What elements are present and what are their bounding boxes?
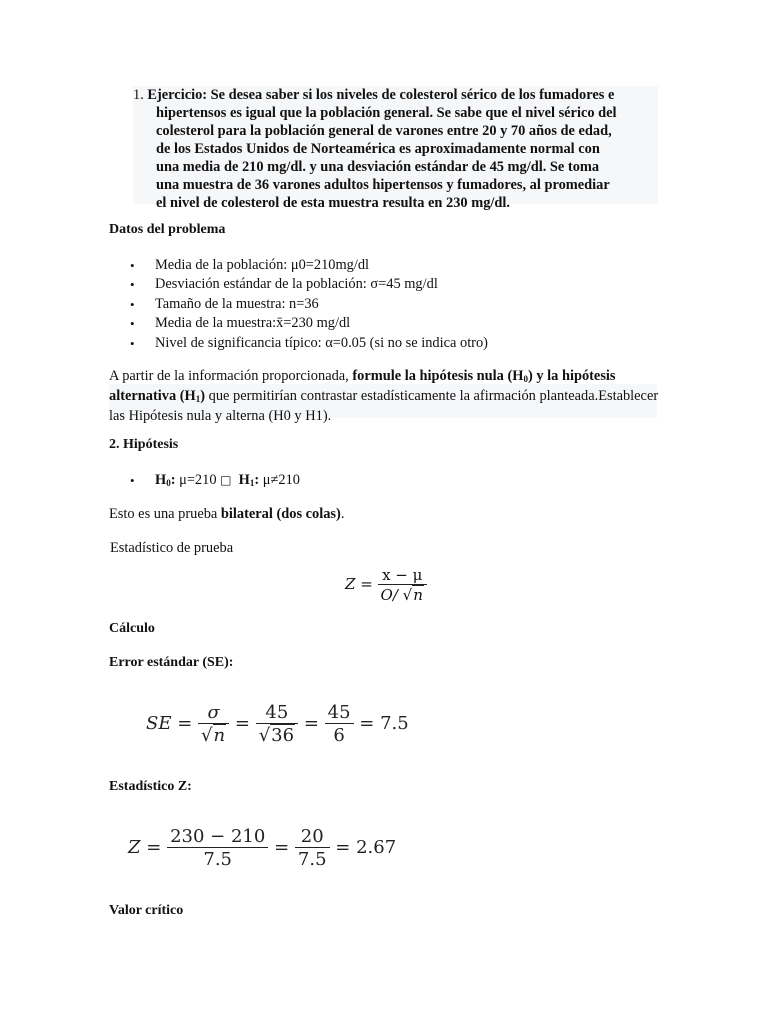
calculo-heading: Cálculo (109, 621, 155, 636)
hipotesis-heading: 2. Hipótesis (109, 437, 179, 452)
exercise-statement (133, 86, 663, 212)
valor-critico-heading: Valor crítico (109, 903, 184, 918)
exercise-line-4: de los Estados Unidos de Norteamérica es aproximadamente normal con (156, 141, 600, 157)
exercise-line-1: 1. Ejercicio: Se desea saber si los niveles de colesterol sérico de los fumadores e (133, 87, 615, 103)
h1-expression: μ≠210 (259, 472, 300, 488)
datos-list (130, 256, 730, 353)
z-calculation: Z = $\frac{230 - 210}{7.5}$ = $\frac{20}{7.5}$ = 2.67 (128, 826, 397, 870)
datos-item: • Media de la muestra:x̄=230 mg/dl (130, 314, 730, 333)
exercise-line-6: una muestra de 36 varones adultos hipertensos y fumadores, al promediar (156, 177, 610, 193)
exercise-line-2: hipertensos es igual que la población general. Se sabe que el nivel sérico del (156, 105, 617, 121)
z-result: 2.67 (356, 837, 397, 858)
exercise-line-3: colesterol para la población general de varones entre 20 y 70 años de edad, (156, 123, 612, 139)
h0-expression: μ=210 (175, 472, 221, 488)
z-formula: Z = $\frac{x - \mu}{O/ √n}$ (345, 566, 427, 604)
test-type-sentence: Esto es una prueba bilateral (dos colas). (109, 506, 345, 522)
h0-label: H (155, 472, 167, 488)
datos-item: • Media de la población: μ0=210mg/dl (130, 256, 730, 275)
se-formula: SE = $\frac{\sigma}{√n}$ = $\frac{45}{√36}$ = $\frac{45}{6}$ = 7.5 (146, 702, 409, 746)
separator-glyph: □ (220, 473, 232, 487)
datos-item: • Desviación estándar de la población: σ=45 mg/dl (130, 275, 730, 294)
exercise-line-5: una media de 210 mg/dl. y una desviación estándar de 45 mg/dl. Se toma (156, 159, 600, 175)
exercise-line-7: el nivel de colesterol de esta muestra resulta en 230 mg/dl. (156, 195, 510, 211)
bullet-icon: • (130, 473, 135, 488)
datos-item: • Nivel de significancia típico: α=0.05 (si no se indica otro) (130, 334, 730, 353)
error-estandar-heading: Error estándar (SE): (109, 655, 234, 670)
estadistico-z-heading: Estadístico Z: (109, 779, 192, 794)
hypotheses-line: • $H_0$: μ=210 □ $H_1$: μ≠210 (130, 472, 300, 488)
datos-item: • Tamaño de la muestra: n=36 (130, 295, 730, 314)
se-result: 7.5 (380, 713, 409, 734)
datos-heading: Datos del problema (109, 222, 226, 237)
instruction-paragraph: A partir de la información proporcionada, formule la hipótesis nula $(H_0)$ y la hipótesis alternativa $(H_1)$ que permitirían contrastar estadísticamente la afirmación planteada.Establecer las Hipótesis nula y alterna (H0 y H1). (109, 368, 659, 424)
test-statistic-heading: Estadístico de prueba (110, 540, 234, 556)
h1-label: H (238, 472, 250, 488)
exercise-number: 1. (133, 87, 144, 103)
